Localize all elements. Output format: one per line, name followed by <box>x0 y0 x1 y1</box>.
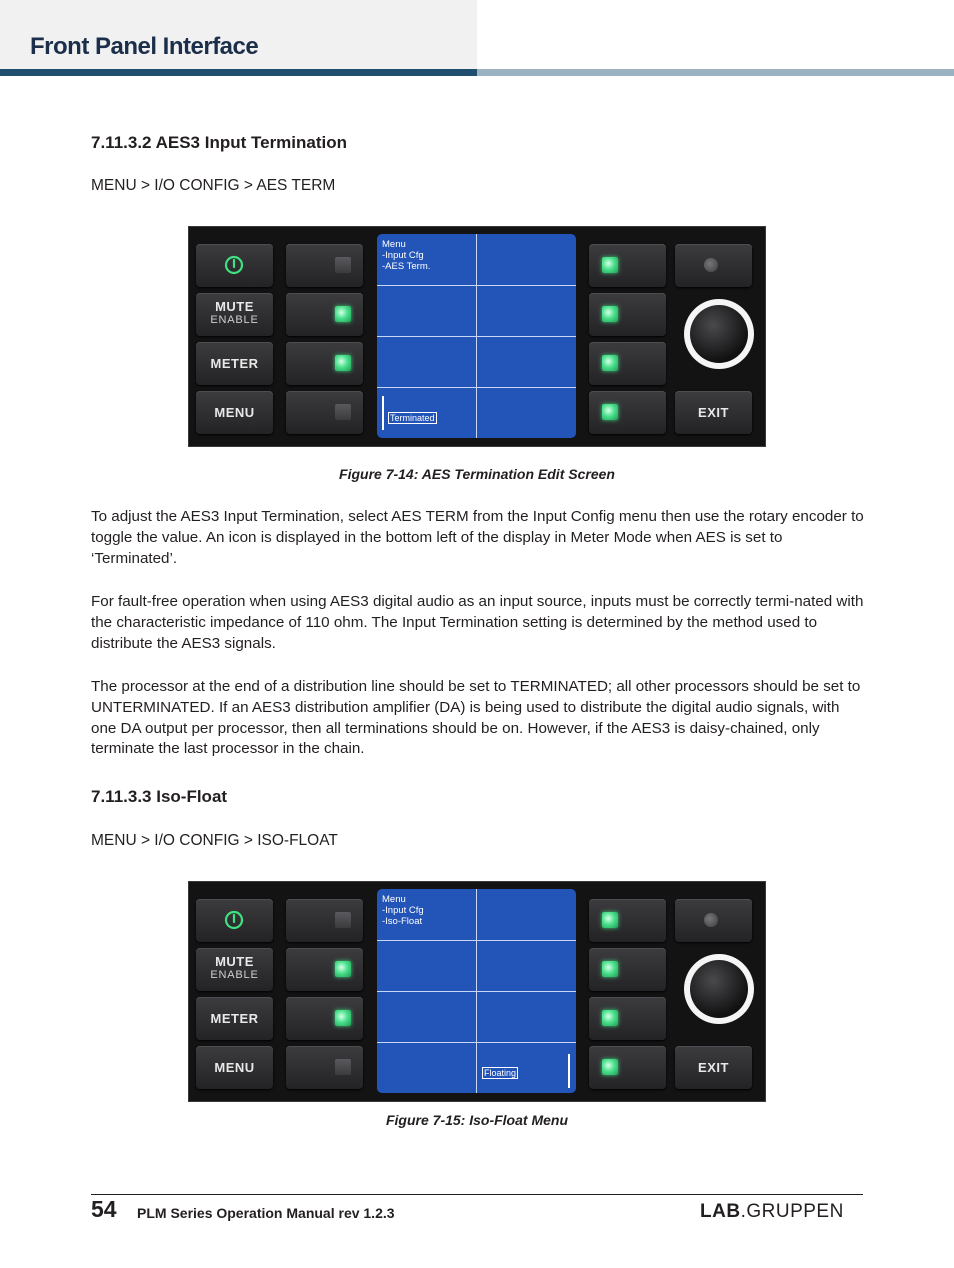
figure-caption-7-14: Figure 7-14: AES Termination Edit Screen <box>339 466 615 482</box>
lcd-divider <box>377 1042 576 1043</box>
mute-label: MUTE <box>215 299 254 314</box>
lcd-cursor <box>568 1054 570 1088</box>
lcd-value-terminated: Terminated <box>390 413 435 423</box>
status-led <box>704 258 718 272</box>
lcd-display <box>377 889 576 1093</box>
lcd-menu-text <box>382 239 430 272</box>
led-indicator <box>602 961 618 977</box>
power-button[interactable] <box>196 899 273 942</box>
lcd-menu-text <box>382 894 424 927</box>
left-soft-button-2[interactable] <box>286 948 363 991</box>
lcd-line: -Input Cfg <box>382 250 424 261</box>
status-button[interactable] <box>675 244 752 287</box>
section-heading-aes3: 7.11.3.2 AES3 Input Termination <box>91 133 348 152</box>
led-indicator <box>602 1010 618 1026</box>
led-indicator <box>335 257 351 273</box>
right-soft-button-3[interactable] <box>589 342 666 385</box>
exit-button[interactable] <box>675 391 752 434</box>
rotary-encoder-icon[interactable] <box>684 299 754 369</box>
manual-title: PLM Series Operation Manual rev 1.2.3 <box>137 1205 395 1221</box>
figure-caption-7-15: Figure 7-15: Iso-Float Menu <box>385 1112 568 1128</box>
enable-label: ENABLE <box>210 314 259 326</box>
right-soft-button-1[interactable] <box>589 899 666 942</box>
right-soft-button-1[interactable] <box>589 244 666 287</box>
mute-label: MUTE <box>215 954 254 969</box>
right-soft-button-2[interactable] <box>589 293 666 336</box>
logo-lab: LAB <box>700 1201 741 1222</box>
exit-button[interactable] <box>675 1046 752 1089</box>
left-soft-button-3[interactable] <box>286 997 363 1040</box>
lcd-divider <box>377 387 576 388</box>
menu-button[interactable] <box>196 391 273 434</box>
right-soft-button-4[interactable] <box>589 1046 666 1089</box>
left-soft-button-4[interactable] <box>286 391 363 434</box>
rotary-encoder-icon[interactable] <box>684 954 754 1024</box>
left-soft-button-1[interactable] <box>286 899 363 942</box>
menu-path-iso-float: MENU > I/O CONFIG > ISO-FLOAT <box>91 832 338 849</box>
led-indicator <box>602 306 618 322</box>
left-soft-button-3[interactable] <box>286 342 363 385</box>
paragraph-aes-adjust: To adjust the AES3 Input Termination, select AES TERM from the Input Config menu then use the rotary encoder to toggle the value. An icon is displayed in the bottom left of the display in Meter Mode when AES is set to ‘Terminated’. <box>91 508 864 567</box>
mute-enable-button[interactable] <box>196 293 273 336</box>
menu-label: MENU <box>214 405 255 420</box>
lab-gruppen-logo <box>700 1201 844 1223</box>
power-icon <box>224 255 244 275</box>
power-icon <box>224 910 244 930</box>
led-indicator <box>335 961 351 977</box>
meter-label: METER <box>210 1011 259 1026</box>
section-heading-iso-float: 7.11.3.3 Iso-Float <box>91 787 228 806</box>
page-number: 54 <box>91 1196 117 1222</box>
lcd-divider <box>377 991 576 992</box>
encoder-knob <box>690 305 748 363</box>
led-indicator <box>602 257 618 273</box>
meter-label: METER <box>210 356 259 371</box>
encoder-knob <box>690 960 748 1018</box>
menu-label: MENU <box>214 1060 255 1075</box>
lcd-value-floating: Floating <box>484 1068 517 1078</box>
led-indicator <box>602 1059 618 1075</box>
paragraph-aes-distribution: The processor at the end of a distribution line should be set to TERMINATED; all other processors should be set to UNTERMINATED. If an AES3 distribution amplifier (DA) is being used to distribute the digital audio signals, with one DA output per processor, then all terminations should be on. However, if the AES3 is daisy-chained, only terminate the last processor in the chain. <box>91 678 861 758</box>
paragraph-aes-termination: For fault-free operation when using AES3 digital audio as an input source, inputs must be correctly termi-nated with the characteristic impedance of 110 ohm. The Input Termination setting is determined by the method used to distribute the AES3 signals. <box>91 593 864 652</box>
lcd-line: Menu <box>382 894 406 905</box>
exit-label: EXIT <box>698 1060 729 1075</box>
right-soft-button-4[interactable] <box>589 391 666 434</box>
mute-enable-button[interactable] <box>196 948 273 991</box>
front-panel-figure-aes <box>188 226 766 447</box>
right-soft-button-2[interactable] <box>589 948 666 991</box>
lcd-line: Menu <box>382 239 406 250</box>
led-indicator <box>602 355 618 371</box>
led-indicator <box>335 306 351 322</box>
status-led <box>704 913 718 927</box>
left-soft-button-4[interactable] <box>286 1046 363 1089</box>
left-soft-button-2[interactable] <box>286 293 363 336</box>
led-indicator <box>335 912 351 928</box>
lcd-divider <box>377 940 576 941</box>
lcd-divider <box>377 336 576 337</box>
left-soft-button-1[interactable] <box>286 244 363 287</box>
led-indicator <box>335 1059 351 1075</box>
front-panel-figure-iso-float <box>188 881 766 1102</box>
lcd-line: -Input Cfg <box>382 905 424 916</box>
logo-gruppen: .GRUPPEN <box>740 1201 844 1222</box>
power-button[interactable] <box>196 244 273 287</box>
header-rule-dark <box>0 69 477 76</box>
menu-button[interactable] <box>196 1046 273 1089</box>
led-indicator <box>335 404 351 420</box>
meter-button[interactable] <box>196 997 273 1040</box>
lcd-line: -Iso-Float <box>382 916 423 927</box>
right-soft-button-3[interactable] <box>589 997 666 1040</box>
lcd-display <box>377 234 576 438</box>
exit-label: EXIT <box>698 405 729 420</box>
led-indicator <box>602 404 618 420</box>
menu-path-aes-term: MENU > I/O CONFIG > AES TERM <box>91 177 336 194</box>
page-title: Front Panel Interface <box>30 33 259 60</box>
enable-label: ENABLE <box>210 969 259 981</box>
header-rule-light <box>477 69 954 76</box>
status-button[interactable] <box>675 899 752 942</box>
led-indicator <box>602 912 618 928</box>
led-indicator <box>335 355 351 371</box>
lcd-cursor <box>382 396 384 430</box>
lcd-line: -AES Term. <box>382 261 431 272</box>
lcd-divider <box>377 285 576 286</box>
led-indicator <box>335 1010 351 1026</box>
meter-button[interactable] <box>196 342 273 385</box>
footer-rule <box>91 1194 863 1195</box>
